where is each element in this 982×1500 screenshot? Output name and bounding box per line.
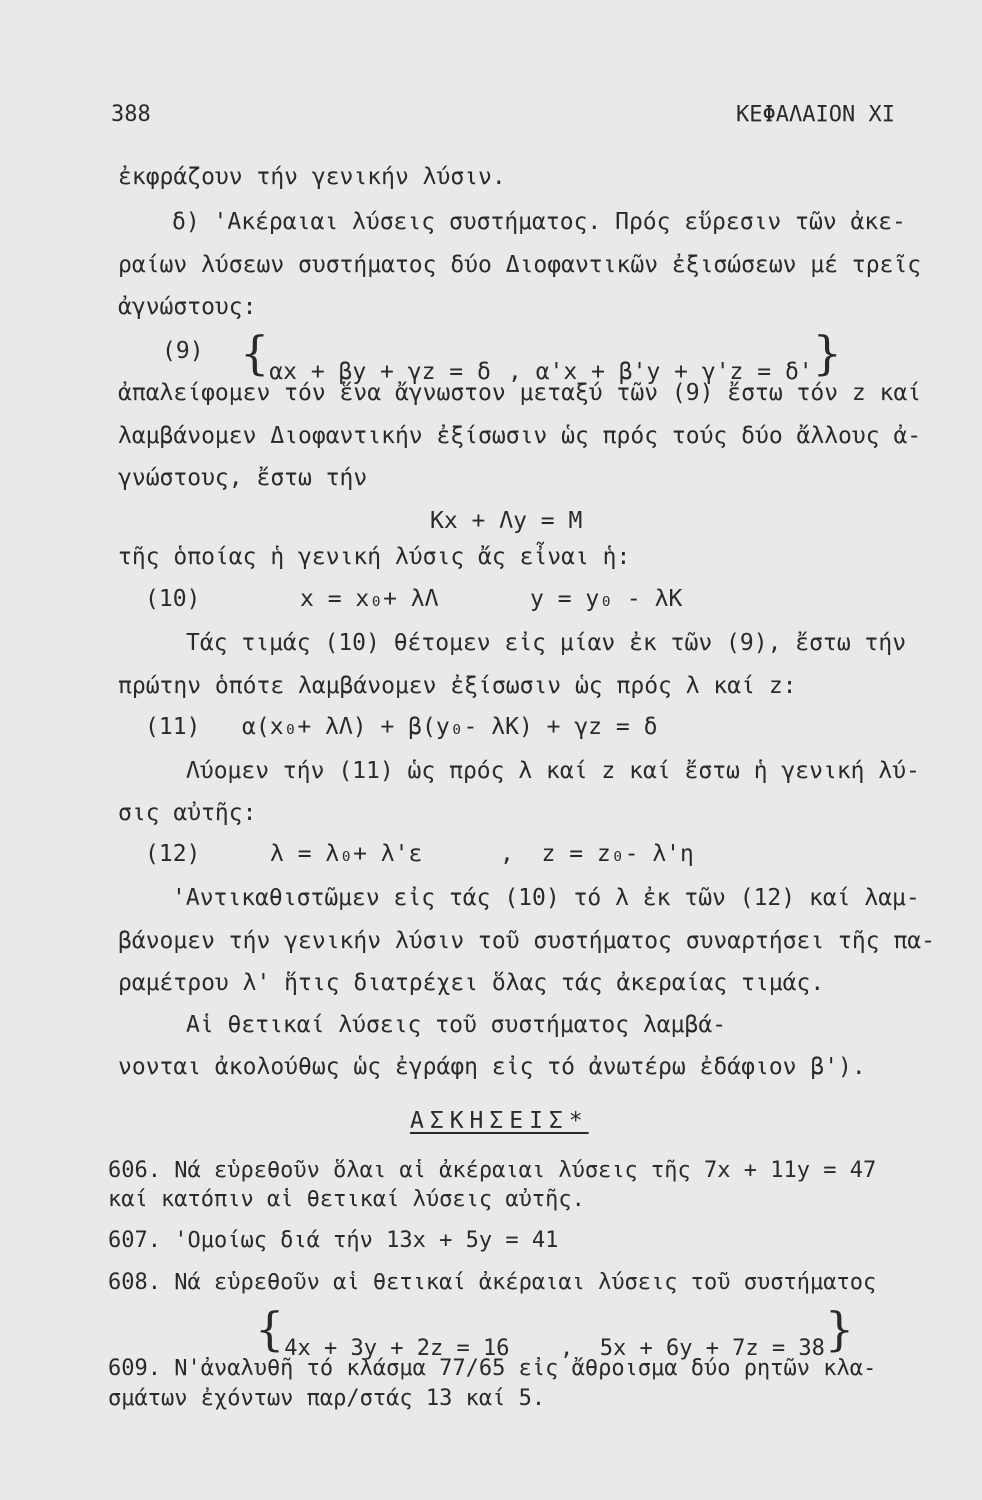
equation-label: (10) [145,586,201,612]
text-line: ραίων λύσεων συστήματος δύο Διοφαντικῶν ἐξισώσεων μέ τρεῖς [118,252,922,278]
equation-part: αx + βy + γz = δ [269,359,491,385]
equation-10b: y = y₀ - λK [530,586,683,612]
equation-label: (9) [162,338,204,364]
text-line: ἀπαλείφομεν τόν ἕνα ἄγνωστον μεταξύ τῶν (9) ἔστω τόν z καί [118,380,922,406]
chapter-header: ΚΕΦΑΛΑΙΟΝ ΧΙ [736,102,895,127]
text-line: Τάς τιμάς (10) θέτομεν εἰς μίαν ἐκ τῶν (9), ἔστω τήν [186,630,907,656]
equation-12b: , z = z₀- λ'η [500,841,694,867]
exercise-606: 606. Νά εὑρεθοῦν ὅλαι αἱ ἀκέραιαι λύσεις τῆς 7x + 11y = 47 [108,1158,877,1183]
text-line: νονται ἀκολούθως ὡς ἐγράφη εἰς τό ἀνωτέρω ἐδάφιον β'). [118,1054,866,1080]
equation-part: , α'x + β'y + γ'z = δ' [508,359,813,385]
text-line: Αἱ θετικαί λύσεις τοῦ συστήματος λαμβά- [186,1012,727,1038]
equation-11: α(x₀+ λΛ) + β(y₀- λK) + γz = δ [242,714,658,740]
text-line: πρώτην ὁπότε λαμβάνομεν ἐξίσωσιν ὡς πρός λ καί z: [118,673,797,699]
left-brace-icon: { [240,326,270,380]
text-line: τῆς ὁποίας ἡ γενική λύσις ἄς εἶναι ἡ: [118,544,631,570]
exercise-609: 609. Ν'ἀναλυθῆ τό κλάσμα 77/65 εἰς ἄθροισμα δύο ρητῶν κλα- [108,1356,877,1381]
equation-label: (12) [145,841,201,867]
text-line: ἀγνώστους: [118,294,257,320]
text-line: σις αὐτῆς: [118,800,257,826]
exercises-heading: ΑΣΚΗΣΕΙΣ* [410,1108,589,1134]
text-line: γνώστους, ἔστω τήν [118,465,368,491]
exercise-606-cont: καί κατόπιν αἱ θετικαί λύσεις αὐτῆς. [108,1187,585,1212]
text-line: βάνομεν τήν γενικήν λύσιν τοῦ συστήματος συναρτήσει τῆς πα- [118,928,935,954]
text-line: Λύομεν τήν (11) ὡς πρός λ καί z καί ἔστω ἡ γενική λύ- [186,758,920,784]
right-brace-icon: } [812,326,842,380]
text-line: 'Αντικαθιστῶμεν εἰς τάς (10) τό λ ἐκ τῶν (12) καί λαμ- [172,885,920,911]
page-number: 388 [111,102,151,127]
equation-part: 4x + 3y + 2z = 16 [284,1336,510,1361]
text-line: ραμέτρου λ' ἥτις διατρέχει ὅλας τάς ἀκεραίας τιμάς. [118,970,825,996]
section-delta-heading: δ) 'Ακέραιαι λύσεις συστήματος. Πρός εὕρεσιν τῶν ἀκε- [172,209,906,235]
exercise-608: 608. Νά εὑρεθοῦν αἱ θετικαί ἀκέραιαι λύσεις τοῦ συστήματος [108,1270,877,1295]
equation-label: (11) [145,714,201,740]
equation-12a: λ = λ₀+ λ'ε [270,841,423,867]
left-brace-icon: { [255,1302,285,1356]
equation-part: , 5x + 6y + 7z = 38 [560,1336,825,1361]
exercise-607: 607. 'Ομοίως διά τήν 13x + 5y = 41 [108,1228,559,1253]
text-line: λαμβάνομεν Διοφαντικήν ἐξίσωσιν ὡς πρός τούς δύο ἄλλους ἀ- [118,423,922,449]
exercise-609-cont: σμάτων ἐχόντων παρ/στάς 13 καί 5. [108,1386,546,1411]
right-brace-icon: } [824,1302,855,1356]
equation-10a: x = x₀+ λΛ [300,586,439,612]
equation-centered: Kx + Λy = M [430,508,583,534]
text-line: ἐκφράζουν τήν γενικήν λύσιν. [118,164,506,190]
